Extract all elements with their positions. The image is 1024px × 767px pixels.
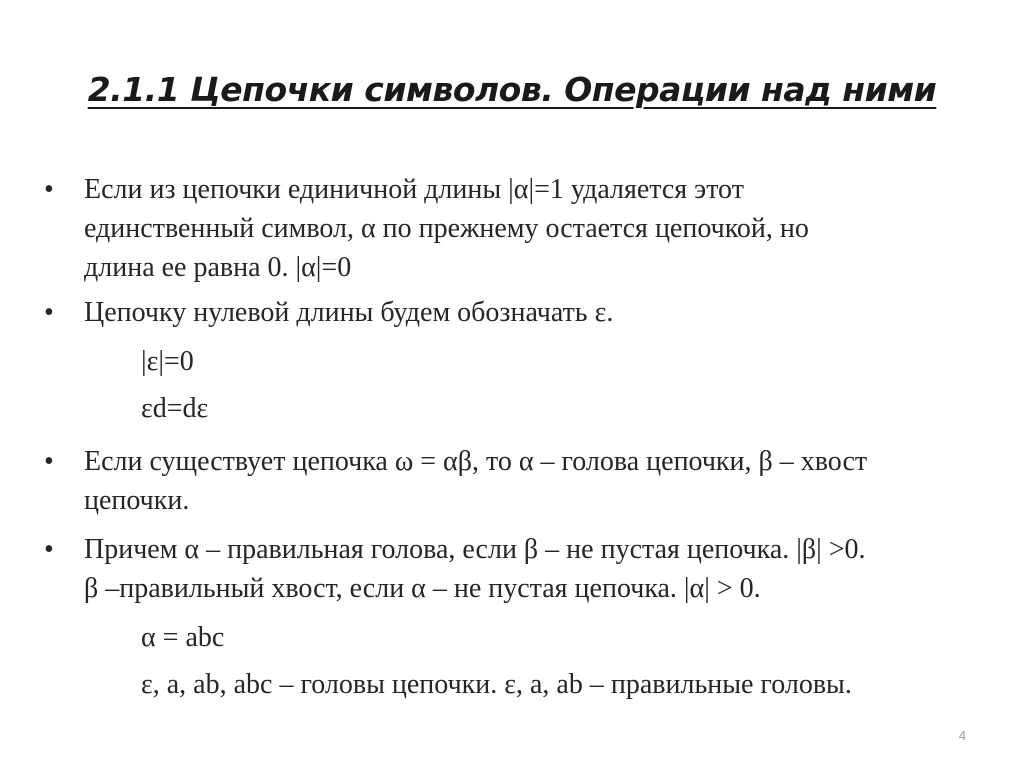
bullet-3-line-2: цепочки. <box>84 485 190 516</box>
bullet-1-line-1: Если из цепочки единичной длины |α|=1 удаляется этот <box>84 174 744 205</box>
bullet-4 <box>44 530 1004 608</box>
bullet-4-line-1: Причем α – правильная голова, если β – не пустая цепочка. |β| >0. <box>84 534 866 565</box>
page-number: 4 <box>958 728 966 743</box>
bullet-2-sub <box>44 342 1004 428</box>
bullet-4-sub <box>44 618 1004 704</box>
formula-epsilon-concat: εd=dε <box>141 393 209 424</box>
formula-epsilon-length: |ε|=0 <box>141 346 194 377</box>
heads-example: ε, a, ab, abc – головы цепочки. ε, a, ab – правильные головы. <box>141 669 852 700</box>
bullet-2-line-1: Цепочку нулевой длины будем обозначать ε. <box>84 297 614 328</box>
bullet-2 <box>44 293 1004 332</box>
bullet-3 <box>44 442 1004 520</box>
bullet-dot: • <box>44 174 54 205</box>
bullet-1-line-2: единственный символ, α по прежнему остается цепочкой, но <box>84 213 809 244</box>
bullet-dot: • <box>44 534 54 565</box>
formula-alpha-abc: α = abc <box>141 622 225 653</box>
bullet-3-line-1: Если существует цепочка ω = αβ, то α – голова цепочки, β – хвост <box>84 446 868 477</box>
bullet-list <box>44 170 1004 718</box>
bullet-dot: • <box>44 297 54 328</box>
bullet-1 <box>44 170 1004 287</box>
slide-title <box>0 70 1024 109</box>
bullet-1-line-3: длина ее равна 0. |α|=0 <box>84 252 352 283</box>
bullet-dot: • <box>44 446 54 477</box>
bullet-4-line-2: β –правильный хвост, если α – не пустая цепочка. |α| > 0. <box>84 573 761 604</box>
slide-title-text: 2.1.1 Цепочки символов. Операции над ними <box>87 70 937 109</box>
